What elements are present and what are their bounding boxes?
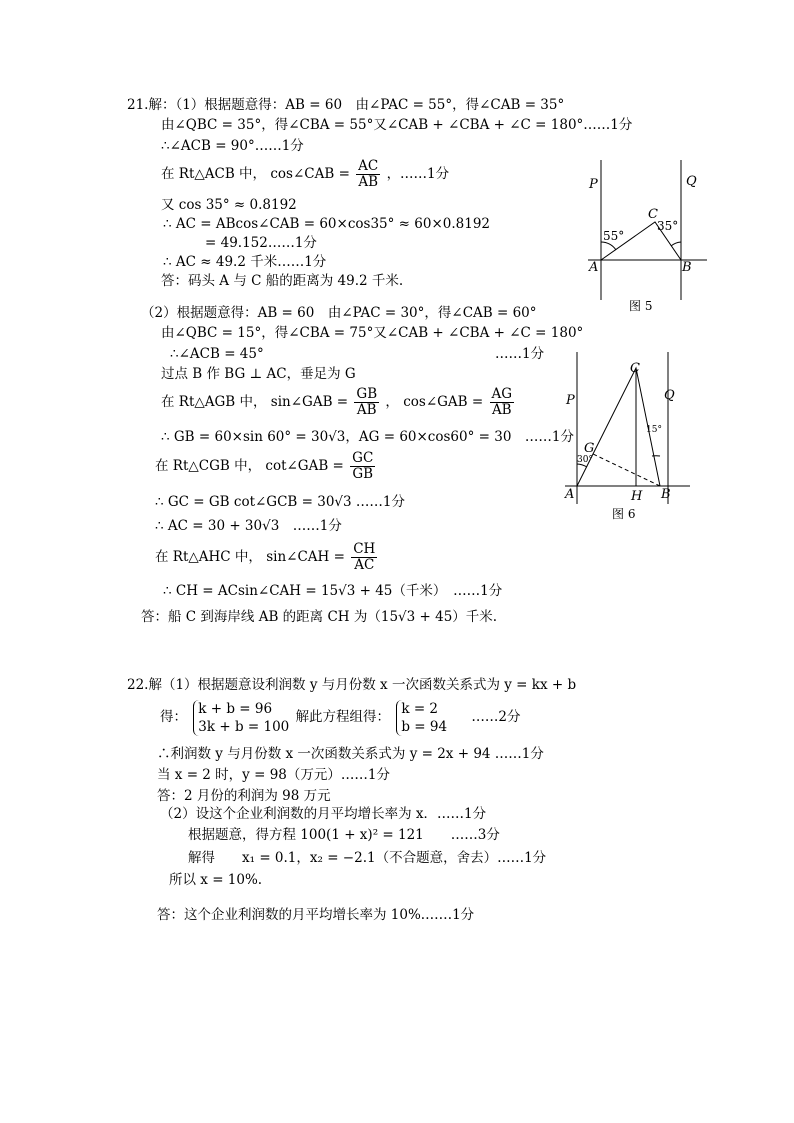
solution-system xyxy=(396,700,447,736)
q21-sin-cos-line xyxy=(161,384,516,420)
denominator: AB xyxy=(358,174,379,190)
q21-part2-answer: 答：船 C 到海岸线 AB 的距离 CH 为（15√3 + 45）千米. xyxy=(141,609,498,625)
q22-line: 根据题意，得方程 100(1 + x)² = 121 ……3分 xyxy=(188,827,500,843)
label-a: A xyxy=(589,260,599,275)
q21-line: 由∠QBC = 35°，得∠CBA = 55°又∠CAB + ∠CBA + ∠C = 180°……1分 xyxy=(161,117,633,133)
equation-system xyxy=(193,700,289,736)
label-p: P xyxy=(566,393,575,408)
perpendicular-bg xyxy=(593,454,660,486)
text: 在 Rt△AHC 中， sin∠CAH = xyxy=(155,549,345,565)
angle-label-a: 30° xyxy=(577,455,593,465)
q21-header: 21.解：（1）根据题意得：AB = 60 由∠PAC = 55°，得∠CAB = 35° xyxy=(127,97,565,113)
angle-arc-a xyxy=(601,242,616,250)
angle-arc-b xyxy=(671,242,681,246)
label-c: C xyxy=(630,361,640,376)
angle-label-b: 15° xyxy=(646,425,662,435)
numerator: AG xyxy=(491,386,513,402)
q22-answer: 答：这个企业利润数的月平均增长率为 10%.……1分 xyxy=(157,907,475,923)
q21-cos-line xyxy=(161,156,449,192)
q22-line: 当 x = 2 时，y = 98（万元）……1分 xyxy=(157,767,390,783)
q21-line: ∴∠ACB = 90°……1分 xyxy=(161,138,304,154)
q21-line: ∴ GC = GB cot∠GCB = 30√3 ……1分 xyxy=(155,494,405,510)
q21-line: ∴ AC ≈ 49.2 千米……1分 xyxy=(163,254,327,270)
q21-part2-header: （2）根据题意得：AB = 60 由∠PAC = 30°，得∠CAB = 60° xyxy=(141,305,537,321)
numerator: GC xyxy=(352,450,374,466)
denominator: AB xyxy=(491,402,512,418)
text: 得： xyxy=(160,709,187,725)
fraction xyxy=(356,159,380,190)
text: 在 Rt△CGB 中， cot∠GAB = xyxy=(155,458,344,474)
label-c: C xyxy=(648,207,658,222)
text: ，……1分 xyxy=(386,166,450,182)
angle-label-a: 55° xyxy=(603,229,625,243)
score: ……2分 xyxy=(471,709,521,725)
numerator: GB xyxy=(356,386,378,402)
label-p: P xyxy=(589,177,598,192)
q22-line: ∴利润数 y 与月份数 x 一次函数关系式为 y = 2x + 94 ……1分 xyxy=(157,746,544,762)
q22-header: 22.解（1）根据题意设利润数 y 与月份数 x 一次函数关系式为 y = kx + b xyxy=(127,677,577,693)
figure-caption: 图 5 xyxy=(629,299,653,313)
equation: 3k + b = 100 xyxy=(198,718,290,735)
figure-6 xyxy=(560,352,700,530)
fraction xyxy=(354,387,379,418)
angle-label-b: 35° xyxy=(657,219,679,233)
equation: k + b = 96 xyxy=(198,700,273,717)
denominator: AB xyxy=(356,402,377,418)
q21-sin-line xyxy=(155,539,379,575)
q21-line: 又 cos 35° ≈ 0.8192 xyxy=(161,197,297,213)
q22-part2-header: （2）设这个企业利润数的月平均增长率为 x．……1分 xyxy=(160,806,487,822)
denominator: AC xyxy=(354,557,375,573)
label-b: B xyxy=(661,487,671,502)
q21-line: ∴ AC = ABcos∠CAB = 60×cos35° ≈ 60×0.8192 xyxy=(163,216,490,232)
q21-line: = 49.152……1分 xyxy=(205,235,317,251)
q21-line: ∴ CH = ACsin∠CAH = 15√3 + 45（千米） ……1分 xyxy=(163,583,503,599)
equation: k = 2 xyxy=(401,700,439,717)
fraction xyxy=(351,542,377,573)
q22-system-line xyxy=(160,697,520,737)
text: 在 Rt△AGB 中， sin∠GAB = xyxy=(161,394,349,410)
denominator: GB xyxy=(352,466,374,482)
q22-line: 解得 x₁ = 0.1，x₂ = −2.1（不合题意，舍去）……1分 xyxy=(188,850,547,866)
figure-caption: 图 6 xyxy=(612,507,636,521)
q21-line: 过点 B 作 BG ⊥ AC，垂足为 G xyxy=(161,366,356,382)
label-q: Q xyxy=(686,174,697,189)
q21-line: 由∠QBC = 15°，得∠CBA = 75°又∠CAB + ∠CBA + ∠C = 180° xyxy=(161,325,584,341)
label-g: G xyxy=(584,441,595,456)
score: ……1分 xyxy=(495,346,545,362)
numerator: AC xyxy=(358,158,379,174)
q21-line: ∴ AC = 30 + 30√3 ……1分 xyxy=(155,518,342,534)
fraction xyxy=(350,451,375,482)
label-h: H xyxy=(631,489,643,504)
text: 在 Rt△ACB 中， cos∠CAB = xyxy=(161,166,350,182)
equation: b = 94 xyxy=(401,718,448,735)
q21-cot-line xyxy=(155,448,377,484)
q21-answer: 答：码头 A 与 C 船的距离为 49.2 千米. xyxy=(161,273,404,289)
numerator: CH xyxy=(353,541,376,557)
q22-line: 所以 x = 10%. xyxy=(169,872,263,888)
label-q: Q xyxy=(664,388,675,403)
figure-5 xyxy=(585,160,715,320)
label-b: B xyxy=(682,260,692,275)
fraction xyxy=(490,387,515,418)
q21-line: ∴∠ACB = 45° xyxy=(170,346,264,362)
q22-answer: 答：2 月份的利润为 98 万元 xyxy=(157,788,331,804)
text: 解此方程组得： xyxy=(295,709,391,725)
text: ， cos∠GAB = xyxy=(385,394,484,410)
q21-line: ∴ GB = 60×sin 60° = 30√3，AG = 60×cos60° = 30 ……1分 xyxy=(161,429,575,445)
label-a: A xyxy=(565,487,575,502)
